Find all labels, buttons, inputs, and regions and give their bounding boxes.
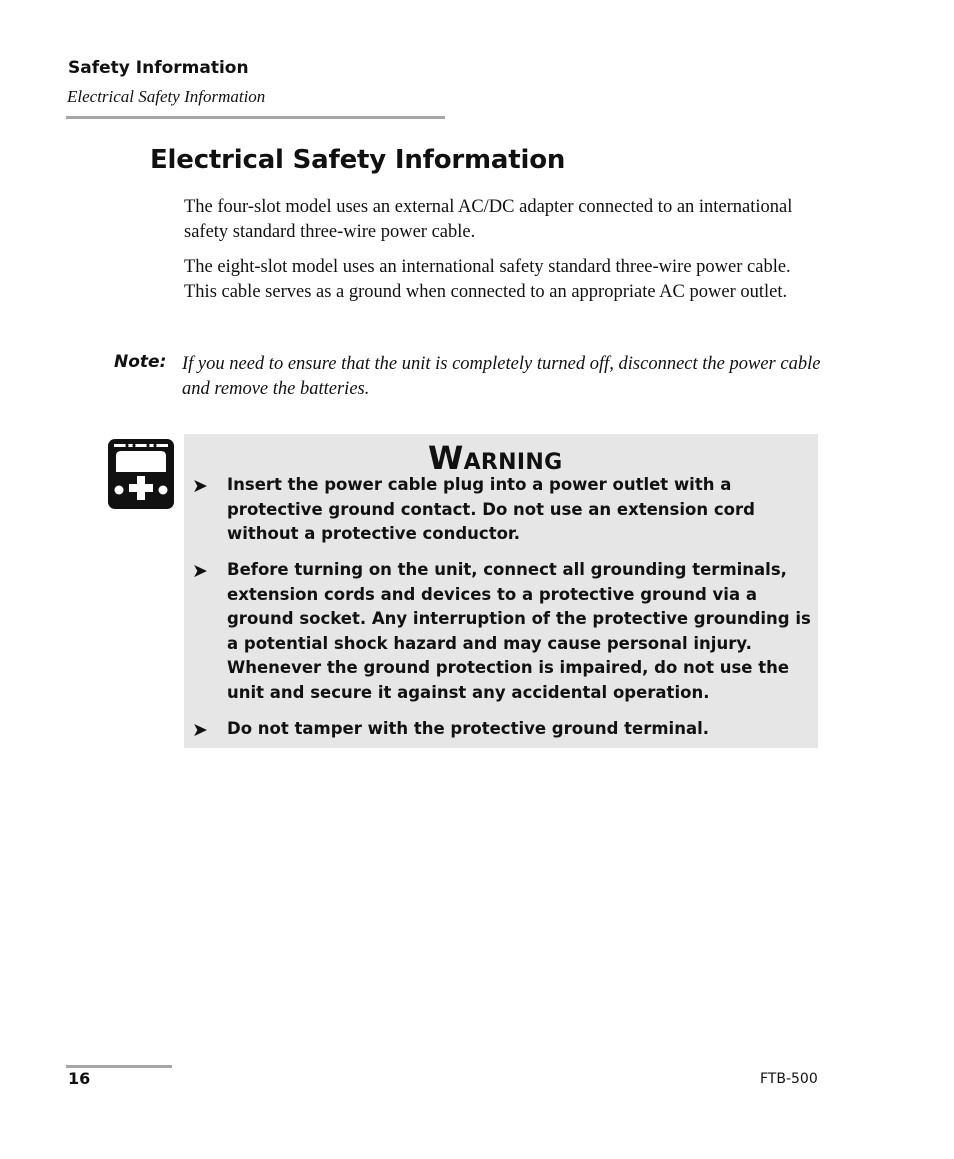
running-header-subtitle: Electrical Safety Information xyxy=(67,87,266,106)
warning-title: Warning xyxy=(428,439,563,477)
paragraph-four-slot: The four-slot model uses an external AC/DC adapter connected to an international safety standard three-wire power cable. xyxy=(184,197,793,242)
running-header-title: Safety Information xyxy=(68,58,249,78)
bullet-arrow-icon: ➤ xyxy=(192,719,208,741)
bullet-arrow-icon: ➤ xyxy=(192,475,208,497)
warning-item-text: Do not tamper with the protective ground terminal. xyxy=(227,719,710,738)
paragraph-eight-slot: The eight-slot model uses an international safety standard three-wire power cable. This cable serves as a ground when connected to an appropriate AC power outlet. xyxy=(184,257,791,302)
note-label: Note: xyxy=(114,352,167,372)
ambulance-warning-icon xyxy=(107,438,175,510)
warning-item-text: Before turning on the unit, connect all grounding terminals, extension cords and devices to a protective ground via a ground socket. Any interruption of the protective grounding is a potential shock hazard and may cause personal injury. Whenever the ground protection is impaired, do not use the unit and secure it against any accidental operation. xyxy=(227,560,811,702)
warning-item-text: Insert the power cable plug into a power outlet with a protective ground contact. Do not use an extension cord without a protective conductor. xyxy=(227,475,755,543)
warning-box xyxy=(184,434,818,748)
section-heading: Electrical Safety Information xyxy=(150,145,566,175)
bullet-arrow-icon: ➤ xyxy=(192,560,208,582)
product-name: FTB-500 xyxy=(760,1071,818,1087)
footer-divider xyxy=(66,1065,172,1068)
note-text: If you need to ensure that the unit is completely turned off, disconnect the power cable and remove the batteries. xyxy=(182,354,821,399)
page-number: 16 xyxy=(68,1069,91,1088)
header-divider xyxy=(66,116,445,119)
